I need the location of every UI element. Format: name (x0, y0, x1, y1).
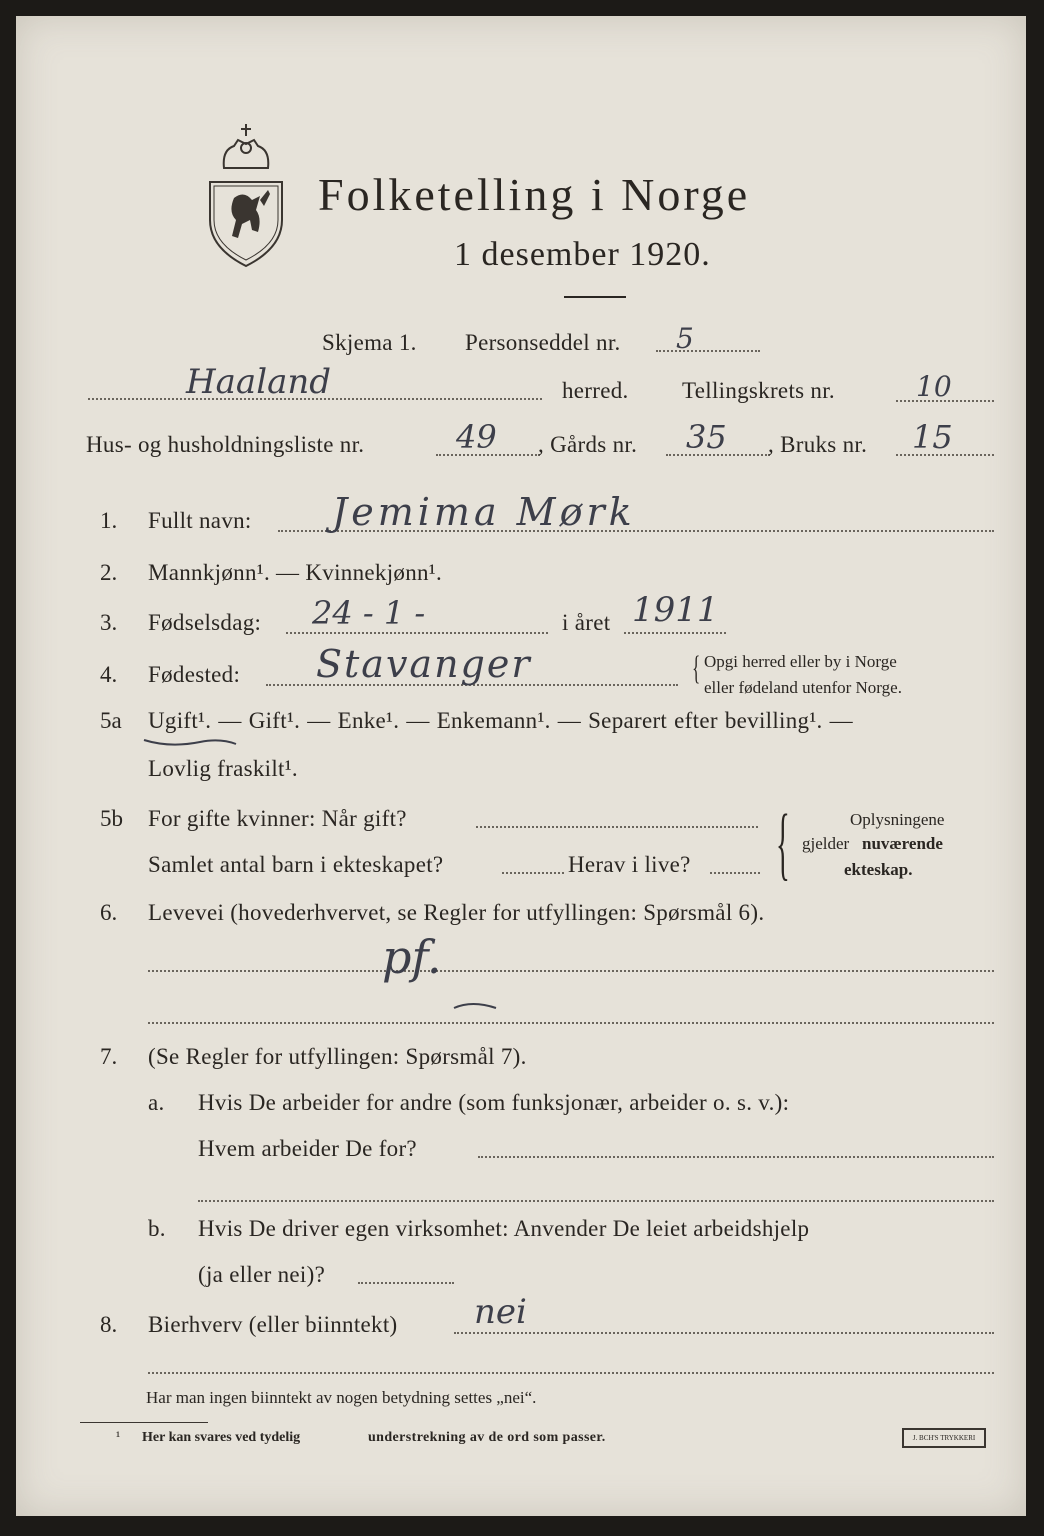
personseddel-label: Personseddel nr. (465, 330, 621, 355)
q7-label: (Se Regler for utfyllingen: Spørsmål 7). (148, 1044, 527, 1069)
hus-value[interactable]: 49 (456, 418, 497, 456)
q6-number: 6. (100, 900, 118, 925)
gards-label: , Gårds nr. (538, 432, 638, 457)
q7a-line2: Hvem arbeider De for? (198, 1136, 417, 1161)
q7b-line2: (ja eller nei)? (198, 1262, 326, 1287)
q7-number: 7. (100, 1044, 118, 1069)
q4-label: Fødested: (148, 662, 241, 687)
q3-number: 3. (100, 610, 118, 635)
q4-note-line1: Opgi herred eller by i Norge (704, 652, 897, 671)
q5b-line2-children: Samlet antal barn i ekteskapet? (148, 852, 444, 877)
footnote-text-b: understrekning av de ord som passer. (368, 1430, 606, 1445)
q5a-number: 5a (100, 708, 122, 733)
herred-label: herred. (562, 378, 629, 403)
skjema-label: Skjema 1. (322, 330, 417, 355)
printer-stamp: J. BCH'S TRYKKERI (902, 1428, 986, 1448)
form-title: Folketelling i Norge (318, 169, 751, 220)
q5a-line2: Lovlig fraskilt¹. (148, 756, 298, 781)
q5b-line2-alive: Herav i live? (568, 852, 691, 877)
title-divider (564, 296, 626, 298)
q1-label: Fullt navn: (148, 508, 252, 533)
q8-label: Bierhverv (eller biinntekt) (148, 1312, 398, 1337)
q5b-line1: For gifte kvinner: Når gift? (148, 806, 407, 831)
tellingskrets-value[interactable]: 10 (916, 370, 952, 403)
herred-value[interactable]: Haaland (186, 362, 331, 402)
bruks-value[interactable]: 15 (912, 418, 953, 456)
q7a-letter: a. (148, 1090, 165, 1115)
q7b-line1: Hvis De driver egen virksomhet: Anvender De leiet arbeidshjelp (198, 1216, 810, 1241)
bruks-label: , Bruks nr. (768, 432, 868, 457)
q6-occupation-value[interactable]: pf. (382, 930, 442, 984)
q1-full-name-value[interactable]: Jemima Mørk (332, 490, 636, 534)
q2-gender-options: Mannkjønn¹. — Kvinnekjønn¹. (148, 560, 443, 585)
hus-label: Hus- og husholdningsliste nr. (86, 432, 365, 457)
census-date: 1 desember 1920. (454, 236, 711, 273)
q3-year-label: i året (562, 610, 611, 635)
q3-label: Fødselsdag: (148, 610, 262, 635)
q5b-note-line3: ekteskap. (844, 860, 913, 879)
ugift-underline-mark (140, 730, 240, 748)
q1-number: 1. (100, 508, 118, 533)
q4-note-line2: eller fødeland utenfor Norge. (704, 678, 902, 697)
coat-of-arms-icon (204, 120, 288, 268)
q5a-marital-options: Ugift¹. — Gift¹. — Enke¹. — Enkemann¹. — Separert efter bevilling¹. — (148, 708, 853, 733)
footer-note: Har man ingen biinntekt av nogen betydning settes „nei“. (146, 1388, 537, 1407)
q8-side-income-value[interactable]: nei (474, 1292, 527, 1332)
q3-year-value[interactable]: 1911 (632, 590, 719, 630)
q6-label: Levevei (hovederhvervet, se Regler for utfyllingen: Spørsmål 6). (148, 900, 765, 925)
q5b-note-line2b: nuværende (862, 834, 943, 853)
q7a-line1: Hvis De arbeider for andre (som funksjonær, arbeider o. s. v.): (198, 1090, 790, 1115)
q5b-note-line2a: gjelder (802, 834, 850, 853)
q7b-letter: b. (148, 1216, 166, 1241)
q8-number: 8. (100, 1312, 118, 1337)
footnote-text-a: Her kan svares ved tydelig (142, 1430, 301, 1445)
q3-birthday-value[interactable]: 24 - 1 - (312, 594, 426, 632)
q5b-note-line1: Oplysningene (850, 810, 945, 829)
census-form-sheet: Folketelling i Norge 1 desember 1920. Skjema 1. Personseddel nr. 5 Haaland herred. Tellingskrets nr. 10 Hus- og husholdningsliste nr. 49 , Gårds nr. 35 , Bruks nr. 15 1. Fullt navn: Jemima Mørk 2. Mannkjønn¹. — Kvinnekjønn¹. 3. Fødselsdag: 24 - 1 - i året 1911 4. Fødested: Stavanger { Opgi herred eller by i Norge eller fødeland utenfor Norge. 5a Ugift¹. — Gift¹. — Enke¹. — Enkemann¹. — Separert efter bevilling¹. — Lovlig fraskilt¹. 5b For gifte kvinner: Når gift? Samlet antal barn i ekteskapet? Herav i live? { Oplysningene gjelder nuværende ekteskap. 6. Levevei (hovederhvervet, se Regler for utfyllingen: Spørsmål 6). pf. 7. (Se Regler for utfyllingen: Spørsmål 7). a. Hvis De arbeider for andre (som funksjonær, arbeider o. s. v.): Hvem arbeider De for? b. Hvis De driver egen virksomhet: Anvender De leiet arbeidshjelp (ja eller nei)? 8. Bierhverv (eller biinntekt) nei Har man ingen biinntekt av nogen betydning settes „nei“. ¹ Her kan svares ved tydelig understrekning av de ord som passer. J. BCH'S TRYKKERI (16, 16, 1026, 1516)
tellingskrets-label: Tellingskrets nr. (682, 378, 835, 403)
q5b-number: 5b (100, 806, 123, 831)
q2-number: 2. (100, 560, 118, 585)
gards-value[interactable]: 35 (686, 418, 727, 456)
q4-birthplace-value[interactable]: Stavanger (316, 642, 532, 686)
personseddel-value[interactable]: 5 (676, 322, 694, 355)
q4-number: 4. (100, 662, 118, 687)
footnote-mark: ¹ (116, 1430, 121, 1445)
